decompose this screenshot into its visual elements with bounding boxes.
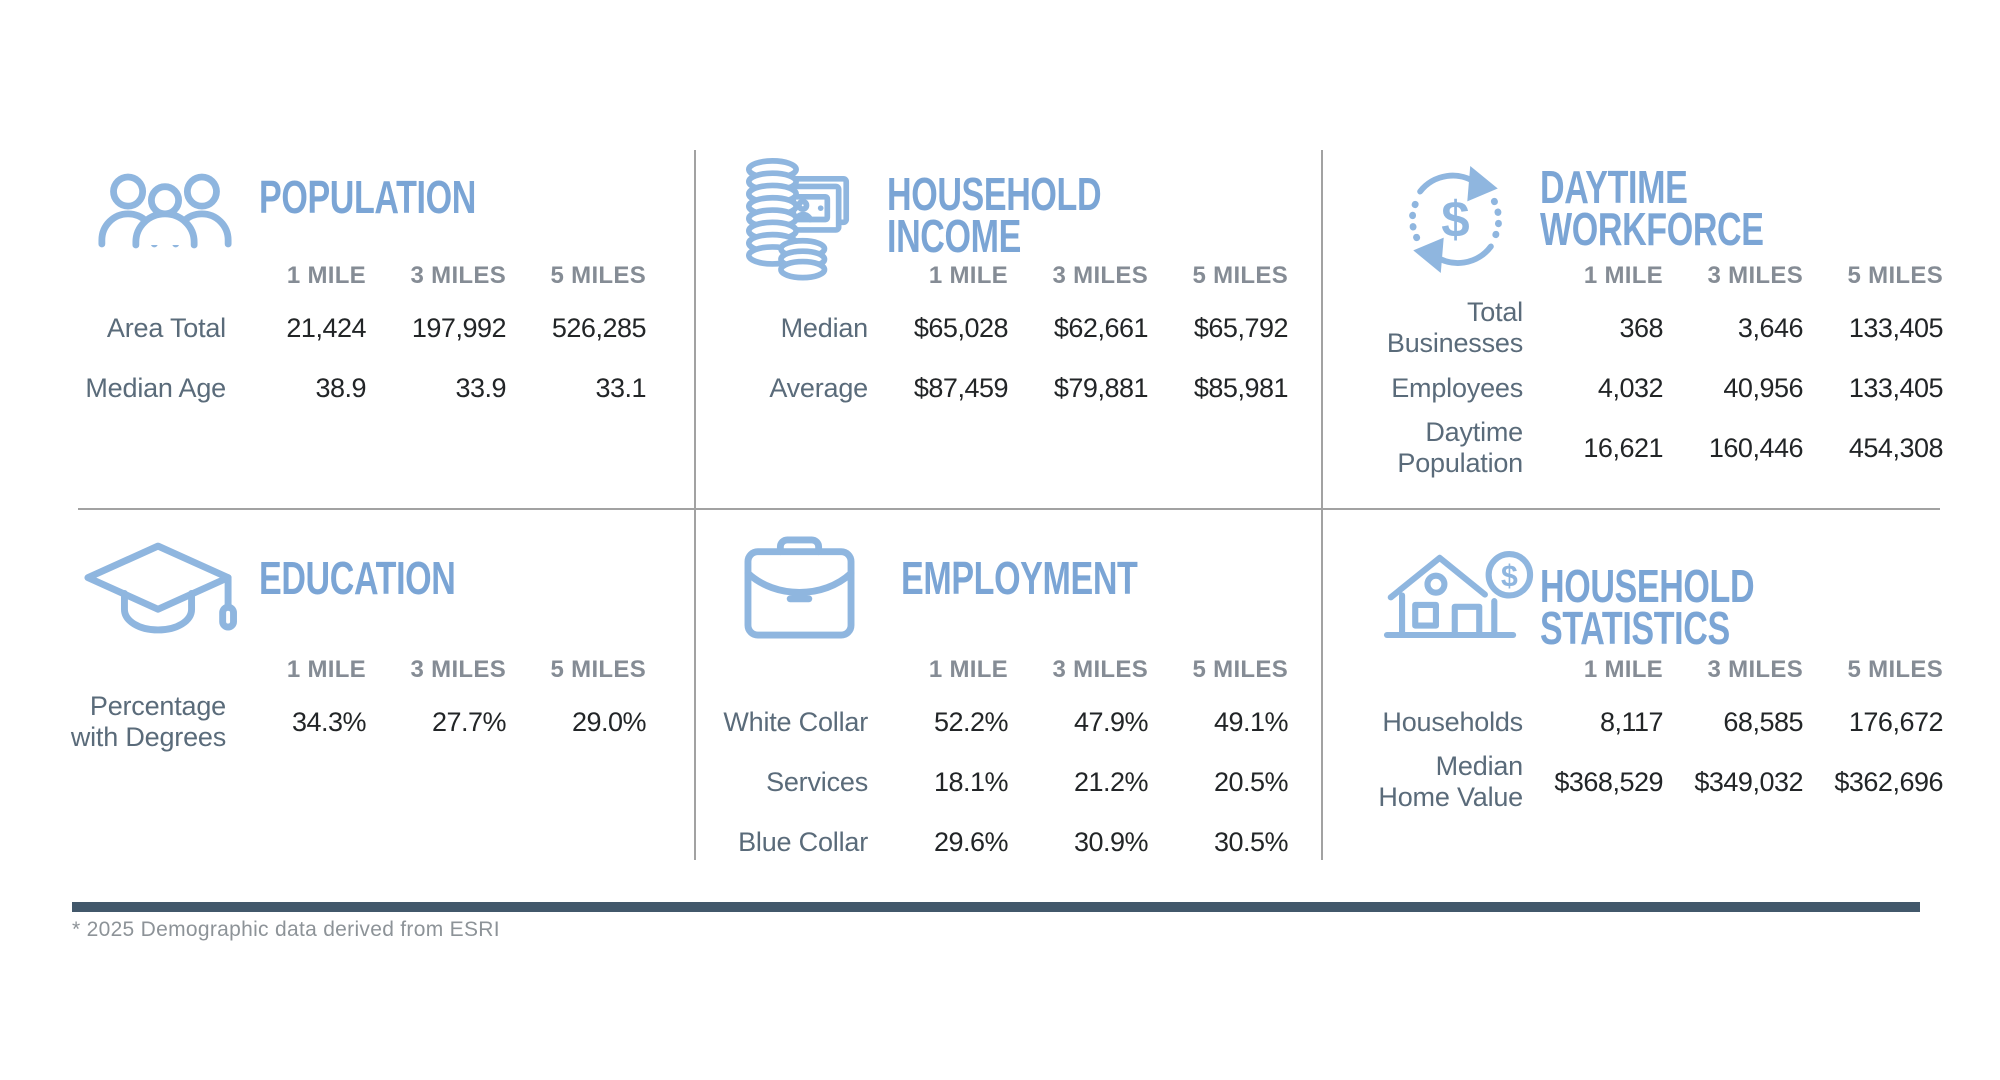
- row-value: 29.0%: [571, 706, 646, 737]
- row-label-line: Businesses: [1386, 328, 1523, 358]
- row-value: 29.6%: [933, 826, 1008, 857]
- footer-divider-bar: [72, 902, 1920, 912]
- row-value: 3,646: [1737, 312, 1803, 343]
- household-income-table: [696, 254, 1288, 418]
- row-label: [78, 358, 226, 418]
- daytime-workforce-table: [1363, 254, 1943, 478]
- panel-education: [70, 508, 694, 860]
- row-label-line: Median: [1435, 751, 1523, 781]
- column-header: 3 MILES: [1707, 656, 1803, 683]
- column-header: 3 MILES: [1707, 262, 1803, 289]
- panel-title: [887, 168, 1102, 262]
- column-header: 1 MILE: [286, 262, 366, 289]
- column-header: 5 MILES: [1192, 656, 1288, 683]
- row-value: 49.1%: [1213, 706, 1288, 737]
- row-value: 176,672: [1848, 706, 1943, 737]
- column-header: 3 MILES: [410, 656, 506, 683]
- panel-population: [78, 150, 694, 508]
- row-label-line: Households: [1382, 706, 1523, 737]
- column-header: 1 MILE: [286, 656, 366, 683]
- column-header: 1 MILE: [928, 262, 1008, 289]
- row-label-line: Services: [766, 766, 868, 797]
- row-value: 21.2%: [1073, 766, 1148, 797]
- column-header: 5 MILES: [1192, 262, 1288, 289]
- graduation-cap-icon: [82, 542, 235, 636]
- row-label-line: Median Age: [85, 372, 226, 403]
- row-value: 40,956: [1723, 372, 1803, 403]
- header-spacer: [78, 648, 226, 692]
- row-value: 38.9: [315, 372, 366, 403]
- panel-daytime-workforce: [1323, 150, 1943, 508]
- row-label-line: Daytime: [1425, 417, 1523, 447]
- row-label-line: Area Total: [106, 312, 226, 343]
- column-header: 1 MILE: [1583, 656, 1663, 683]
- row-label-line: Blue Collar: [738, 826, 868, 857]
- row-value: 454,308: [1848, 432, 1943, 463]
- title-line: POPULATION: [259, 171, 476, 223]
- title-line: HOUSEHOLD: [1540, 560, 1755, 612]
- header-spacer: [696, 254, 868, 298]
- row-value: $368,529: [1554, 766, 1663, 797]
- row-label: [696, 812, 868, 872]
- education-table: [70, 648, 646, 752]
- row-value: 68,585: [1723, 706, 1803, 737]
- row-value: 33.9: [455, 372, 506, 403]
- row-value: $65,028: [913, 312, 1008, 343]
- row-value: 160,446: [1708, 432, 1803, 463]
- household-statistics-table: [1363, 648, 1943, 812]
- header-spacer: [696, 648, 868, 692]
- row-label: [696, 358, 868, 418]
- row-label-line: Total: [1466, 297, 1523, 327]
- row-value: 21,424: [286, 312, 366, 343]
- panel-employment: [694, 508, 1323, 860]
- row-value: 27.7%: [431, 706, 506, 737]
- column-header: 5 MILES: [1847, 656, 1943, 683]
- column-header: 5 MILES: [550, 656, 646, 683]
- header-spacer: [78, 254, 226, 298]
- column-header: 3 MILES: [410, 262, 506, 289]
- row-label-line: Population: [1397, 448, 1523, 478]
- row-label-line: with Degrees: [70, 722, 226, 752]
- row-label-line: Employees: [1391, 372, 1523, 403]
- row-label-line: Percentage: [89, 691, 226, 721]
- row-value: $65,792: [1193, 312, 1288, 343]
- row-value: 133,405: [1848, 312, 1943, 343]
- row-label: [1363, 298, 1523, 358]
- title-line: WORKFORCE: [1540, 203, 1764, 255]
- row-value: 16,621: [1583, 432, 1663, 463]
- column-header: 5 MILES: [1847, 262, 1943, 289]
- panel-title: [901, 552, 1138, 604]
- row-label-line: Home Value: [1378, 782, 1523, 812]
- title-line: EMPLOYMENT: [901, 552, 1138, 604]
- row-label: [70, 691, 226, 752]
- row-label: [1363, 358, 1523, 418]
- row-label-line: White Collar: [723, 706, 868, 737]
- people-icon: [97, 172, 233, 248]
- svg-text:$: $: [1500, 560, 1518, 594]
- row-value: $349,032: [1694, 766, 1803, 797]
- row-value: 34.3%: [291, 706, 366, 737]
- panel-title: [259, 171, 476, 223]
- panel-title: [1540, 560, 1755, 654]
- row-value: $79,881: [1053, 372, 1148, 403]
- row-value: 20.5%: [1213, 766, 1288, 797]
- column-header: 1 MILE: [1583, 262, 1663, 289]
- header-spacer: [1363, 254, 1523, 298]
- panel-title: [259, 552, 456, 604]
- employment-table: [696, 648, 1288, 872]
- panel-household-statistics: [1323, 508, 1943, 860]
- row-value: 30.5%: [1213, 826, 1288, 857]
- panel-household-income: [694, 150, 1323, 508]
- row-value: 52.2%: [933, 706, 1008, 737]
- row-value: 197,992: [411, 312, 506, 343]
- row-value: 47.9%: [1073, 706, 1148, 737]
- population-table: [78, 254, 646, 418]
- row-label: [696, 692, 868, 752]
- source-note: * 2025 Demographic data derived from ESRI: [72, 918, 500, 941]
- svg-text:$: $: [1441, 190, 1470, 248]
- row-label: [1363, 692, 1523, 752]
- panel-title: [1540, 161, 1764, 255]
- title-line: STATISTICS: [1540, 602, 1730, 654]
- column-header: 3 MILES: [1052, 262, 1148, 289]
- row-value: 4,032: [1597, 372, 1663, 403]
- row-label: [696, 298, 868, 358]
- row-value: 133,405: [1848, 372, 1943, 403]
- row-value: 8,117: [1599, 706, 1663, 737]
- row-value: $62,661: [1053, 312, 1148, 343]
- house-dollar-icon: [1387, 550, 1547, 640]
- row-label: [78, 298, 226, 358]
- row-label: [1363, 418, 1523, 478]
- title-line: INCOME: [887, 210, 1021, 262]
- column-header: 5 MILES: [550, 262, 646, 289]
- row-label-line: Average: [769, 372, 868, 403]
- row-value: 18.1%: [933, 766, 1008, 797]
- column-header: 1 MILE: [928, 656, 1008, 683]
- row-value: 526,285: [551, 312, 646, 343]
- row-value: 368: [1619, 312, 1663, 343]
- row-value: $85,981: [1193, 372, 1288, 403]
- briefcase-icon: [743, 534, 856, 640]
- row-label: [696, 752, 868, 812]
- title-line: DAYTIME: [1540, 161, 1688, 213]
- title-line: HOUSEHOLD: [887, 168, 1102, 220]
- row-value: $87,459: [913, 372, 1008, 403]
- header-spacer: [1363, 648, 1523, 692]
- column-header: 3 MILES: [1052, 656, 1148, 683]
- row-value: 30.9%: [1073, 826, 1148, 857]
- panel-grid: [70, 150, 1943, 860]
- row-label: [1363, 752, 1523, 812]
- row-value: $362,696: [1834, 766, 1943, 797]
- row-label-line: Median: [780, 312, 868, 343]
- row-value: 33.1: [595, 372, 646, 403]
- title-line: EDUCATION: [259, 552, 456, 604]
